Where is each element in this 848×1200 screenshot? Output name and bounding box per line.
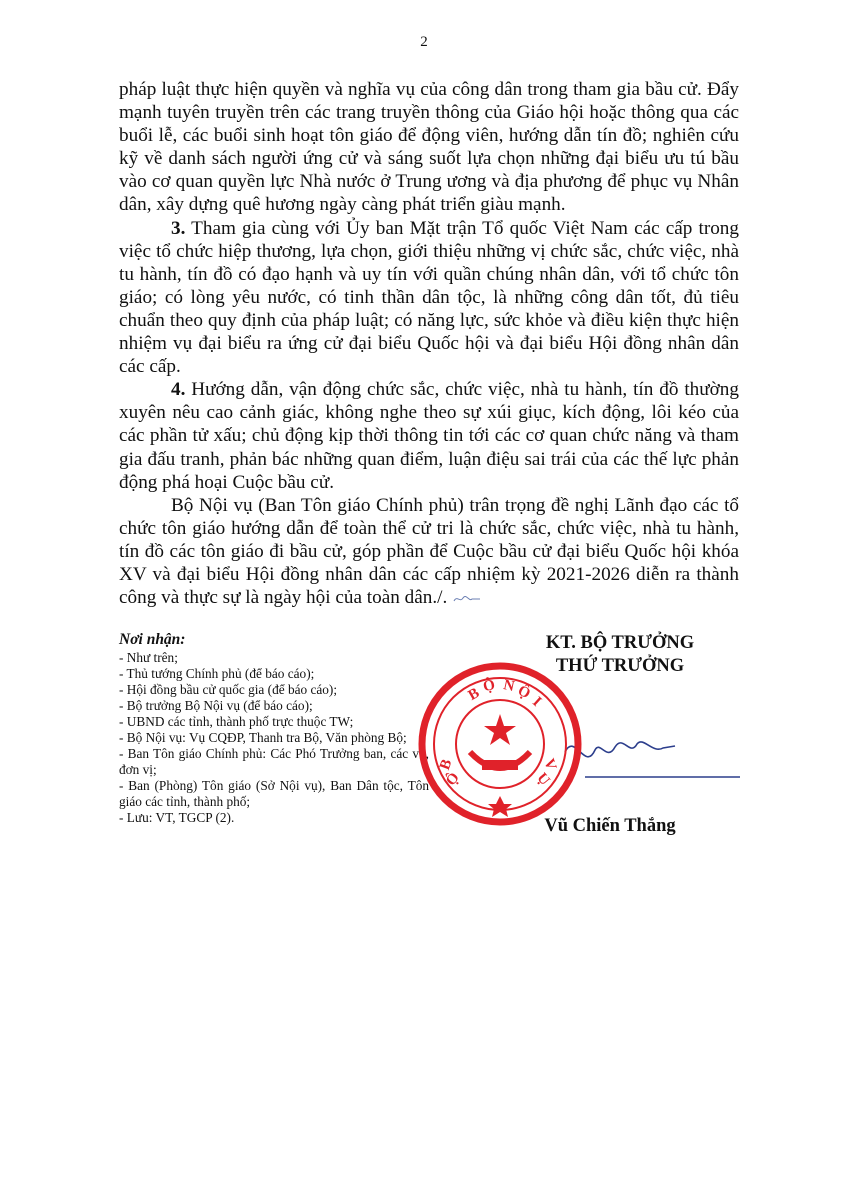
- svg-text:N: N: [501, 677, 516, 696]
- svg-text:Ộ: Ộ: [514, 682, 533, 703]
- svg-text:Ộ: Ộ: [443, 769, 463, 790]
- document-body: [119, 78, 739, 609]
- recipient-item: - Hội đồng bầu cử quốc gia (để báo cáo);: [119, 682, 338, 697]
- paragraph-text: Hướng dẫn, vận động chức sắc, chức việc, nhà tu hành, tín đồ thường xuyên nêu cao cảnh giác, không nghe theo sự xúi giục, kích động, lôi kéo của các phần tử xấu; chủ động kịp thời thông tin tới các cơ quan chức năng và tham gia đấu tranh, phản bác những quan điểm, luận điệu sai trái của các thế lực phản động phá hoại Cuộc bầu cử.: [119, 379, 739, 493]
- paragraph-text: Bộ Nội vụ (Ban Tôn giáo Chính phủ) trân trọng đề nghị Lãnh đạo các tổ chức tôn giáo hướng dẫn để toàn thể cử tri là chức sắc, chức việc, nhà tu hành, tín đồ các tôn giáo đi bầu cử, góp phần để Cuộc bầu cử đại biểu Quốc hội khóa XV và đại biểu Hội đồng nhân dân các cấp nhiệm kỳ 2021-2026 diễn ra thành công và thực sự là ngày hội của toàn dân./.: [119, 494, 739, 609]
- recipient-item: - Như trên;: [119, 650, 178, 665]
- svg-text:I: I: [529, 694, 545, 710]
- paragraph-item-4: [119, 378, 739, 493]
- item-number: 3.: [171, 217, 186, 239]
- recipients-block: [119, 632, 429, 826]
- svg-text:Ụ: Ụ: [533, 770, 553, 789]
- svg-text:B: B: [437, 757, 456, 773]
- official-seal: [418, 662, 582, 826]
- recipient-item: - UBND các tỉnh, thành phố trực thuộc TW;: [119, 714, 354, 729]
- recipient-item: - Bộ trưởng Bộ Nội vụ (để báo cáo);: [119, 698, 313, 713]
- signature-subtitle: THỨ TRƯỞNG: [555, 656, 685, 676]
- recipient-item: - Thủ tướng Chính phủ (để báo cáo);: [119, 666, 315, 681]
- svg-text:B: B: [465, 685, 483, 704]
- item-number: 4.: [171, 379, 186, 401]
- signer-name: Vũ Chiến Thắng: [544, 816, 676, 836]
- page-number: 2: [420, 34, 428, 50]
- signature-title: KT. BỘ TRƯỞNG: [545, 633, 695, 653]
- paragraph-text: pháp luật thực hiện quyền và nghĩa vụ của công dân trong tham gia bầu cử. Đẩy mạnh tuyên truyền trên các trang truyền thông của Giáo hội hoặc thông qua các buổi lễ, các buổi sinh hoạt tôn giáo để động viên, hướng dẫn tín đồ; nghiên cứu kỹ về danh sách người ứng cử và sáng suốt lựa chọn những đại biểu ưu tú bầu vào cơ quan quyền lực Nhà nước ở Trung ương và địa phương để phục vụ Nhân dân, xây dựng quê hương ngày càng phát triển giàu mạnh.: [119, 79, 739, 216]
- recipient-item: - Lưu: VT, TGCP (2).: [119, 810, 235, 825]
- recipient-item: - Ban Tôn giáo Chính phủ: Các Phó Trưởng ban, các vụ, đơn vị;: [119, 746, 429, 777]
- recipients-heading: Nơi nhận:: [119, 631, 186, 648]
- recipient-item: - Ban (Phòng) Tôn giáo (Sở Nội vụ), Ban Dân tộc, Tôn giáo các tỉnh, thành phố;: [119, 778, 429, 809]
- recipient-item: - Bộ Nội vụ: Vụ CQĐP, Thanh tra Bộ, Văn phòng Bộ;: [119, 730, 407, 745]
- paragraph-text: Tham gia cùng với Ủy ban Mặt trận Tổ quốc Việt Nam các cấp trong việc tổ chức hiệp thương, lựa chọn, giới thiệu những vị chức sắc, chức việc, nhà tu hành, tín đồ có đạo hạnh và uy tín với quần chúng nhân dân, với tổ chức tôn giáo; có lòng yêu nước, có tinh thần dân tộc, là những công dân tốt, đủ tiêu chuẩn theo quy định của pháp luật; có năng lực, sức khỏe và điều kiện thực hiện nhiệm vụ đại biểu ra ứng cử đại biểu Quốc hội và đại biểu Hội đồng nhân dân các cấp.: [119, 217, 739, 378]
- paragraph-continuation: [119, 78, 739, 217]
- paragraph-item-3: [119, 217, 739, 379]
- svg-text:V: V: [540, 756, 560, 773]
- initials-mark: [452, 593, 482, 605]
- paragraph-closing: [119, 494, 739, 609]
- svg-text:Ộ: Ộ: [481, 677, 497, 696]
